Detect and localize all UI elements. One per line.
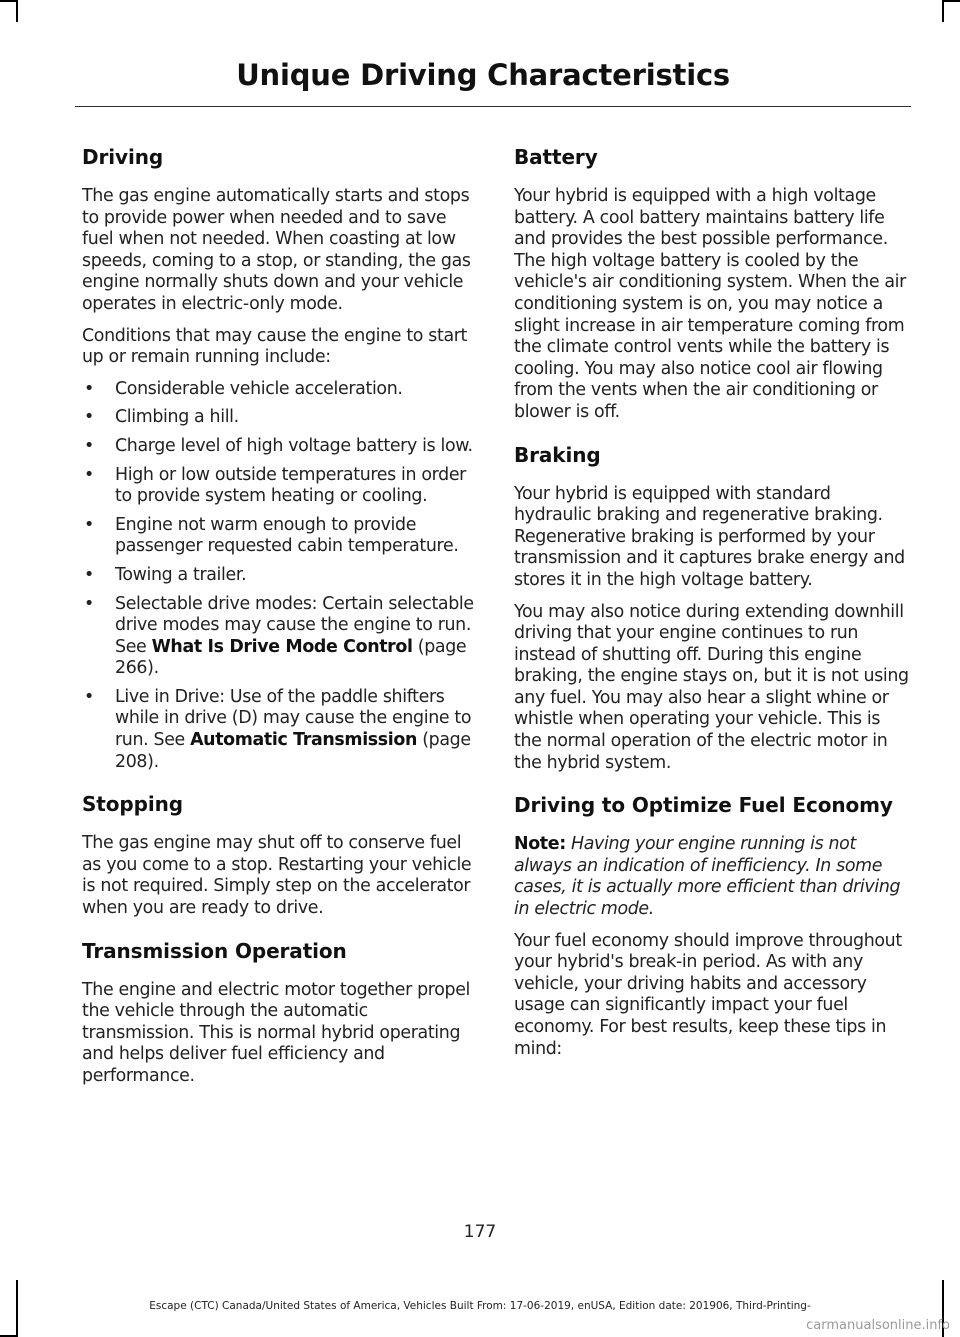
braking-paragraph-2: You may also notice during extending downhill driving that your engine continues to run instead of shutting off. During this engine braking, the engine stays on, but it is not using any fuel. You may also hear a slight whine or whistle when operating your vehicle. This is the normal operation of the electric motor in the hybrid system. [514,601,909,773]
section-heading-transmission: Transmission Operation [82,938,347,963]
section-heading-driving: Driving [82,145,164,169]
bullet-icon: • [84,686,94,707]
cross-reference-link[interactable]: Automatic Transmission [190,730,418,751]
list-item: • High or low outside temperatures in order to provide system heating or cooling. [84,464,466,507]
conditions-list [82,379,477,774]
list-item: • Live in Drive: Use of the paddle shifters while in drive (D) may cause the engine to run. See Automatic Transmission (page 208). [84,686,472,772]
header-divider [75,106,911,107]
list-item: • Selectable drive modes: Certain selectable drive modes may cause the engine to run. See What Is Drive Mode Control (page 266). [84,593,474,679]
driving-paragraph-2: Conditions that may cause the engine to start up or remain running include: [82,325,468,368]
section-heading-braking: Braking [514,442,601,467]
list-item: • Towing a trailer. [84,564,247,585]
bullet-icon: • [84,593,94,614]
page-title: Unique Driving Characteristics [236,58,730,92]
crop-mark [942,0,944,22]
bullet-icon: • [84,514,94,535]
cross-reference-link[interactable]: What Is Drive Mode Control [151,636,413,657]
list-item: • Climbing a hill. [84,407,239,428]
fuel-economy-paragraph: Your fuel economy should improve throughout your hybrid's break-in period. As with any vehicle, your driving habits and accessory usage can significantly impact your fuel economy. For best results, keep these tips in mind: [514,930,902,1059]
transmission-paragraph: The engine and electric motor together propel the vehicle through the automatic transmission. This is normal hybrid operating and helps deliver fuel efficiency and performance. [82,979,471,1086]
watermark: carmanualsonline.info [806,1318,950,1333]
section-heading-stopping: Stopping [82,792,183,817]
page-number: 177 [463,1222,497,1242]
left-column [82,144,477,1098]
bullet-icon: • [84,378,94,399]
footer-text: Escape (CTC) Canada/United States of America, Vehicles Built From: 17-06-2019, enUSA, Edition date: 201906, Third-Printing- [149,1300,811,1312]
note-paragraph: Note: Having your engine running is not always an indication of inefficiency. In some cases, it is actually more efficient than driving in electric mode. [514,834,901,920]
braking-paragraph-1: Your hybrid is equipped with standard hydraulic braking and regenerative braking. Regenerative braking is performed by your transmission and it captures brake energy and stores it in the high voltage battery. [514,483,905,590]
driving-paragraph-1: The gas engine automatically starts and stops to provide power when needed and to save fuel when not needed. When coasting at low speeds, coming to a stop, or standing, the gas engine normally shuts down and your vehicle operates in electric-only mode. [82,186,471,314]
section-heading-battery: Battery [514,145,598,169]
note-label: Note: [514,834,566,855]
stopping-paragraph: The gas engine may shut off to conserve fuel as you come to a stop. Restarting your vehicle is not required. Simply step on the accelerator when you are ready to drive. [82,833,472,919]
bullet-icon: • [84,464,94,485]
bullet-icon: • [84,407,94,428]
crop-mark [942,0,960,2]
crop-mark [16,0,18,22]
right-column [514,144,909,1070]
list-item: • Charge level of high voltage battery is low. [84,435,473,456]
bullet-icon: • [84,564,94,585]
section-heading-fuel-economy: Driving to Optimize Fuel Economy [514,793,893,818]
bullet-icon: • [84,435,94,456]
list-item: • Engine not warm enough to provide passenger requested cabin temperature. [84,514,459,557]
battery-paragraph: Your hybrid is equipped with a high voltage battery. A cool battery maintains battery life and provides the best possible performance. The high voltage battery is cooled by the vehicle's air conditioning system. When the air conditioning system is on, you may notice a slight increase in air temperature coming from the climate control vents while the battery is cooling. You may also notice cool air flowing from the vents when the air conditioning or blower is off. [514,186,906,422]
list-item: • Considerable vehicle acceleration. [84,378,403,399]
